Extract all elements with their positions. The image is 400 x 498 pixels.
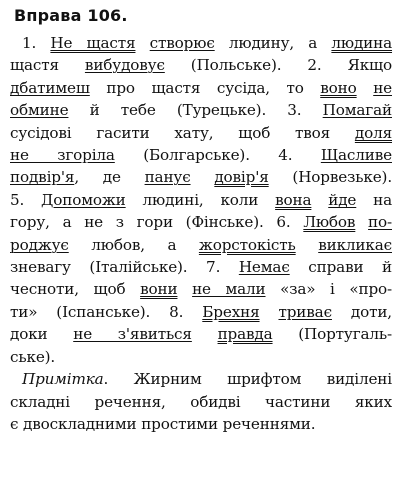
- text-segment: [192, 325, 218, 343]
- predicate-word: по-: [368, 213, 392, 232]
- text-segment: доки: [10, 325, 74, 344]
- exercise-heading: Вправа 106.: [14, 6, 128, 25]
- text-line: [10, 166, 392, 188]
- text-line: [10, 122, 392, 144]
- predicate-word: створює: [149, 34, 215, 52]
- text-segment: (Польське). 2. Якщо: [164, 56, 393, 75]
- text-line: [10, 54, 392, 76]
- text-segment: [357, 79, 374, 97]
- subject-word: Не щастя: [50, 34, 136, 52]
- predicate-word: не згоріла: [10, 146, 115, 165]
- text-segment: любов, а: [68, 235, 199, 254]
- text-line: [10, 189, 392, 211]
- text-line: [10, 278, 392, 300]
- text-segment: «за» і «про-: [265, 280, 392, 299]
- text-segment: справи й: [289, 258, 392, 277]
- text-line: [10, 32, 392, 54]
- text-segment: [311, 191, 328, 209]
- text-segment: доти,: [331, 302, 392, 321]
- note-line: є двоскладними простими реченнями.: [10, 414, 316, 433]
- text-segment: (Норвезьке).: [268, 168, 392, 187]
- text-segment: [135, 34, 149, 52]
- text-segment: зневагу (Італійське). 7.: [10, 258, 239, 277]
- predicate-word: йде: [328, 190, 357, 209]
- subject-word: людина: [331, 34, 393, 52]
- subject-word: правда: [217, 325, 273, 344]
- predicate-word: триває: [278, 302, 332, 321]
- text-segment: (Португаль-: [272, 325, 393, 344]
- text-line: [10, 99, 392, 121]
- text-line: [10, 144, 392, 166]
- text-segment: 5.: [10, 190, 42, 209]
- text-segment: чесноти, щоб: [10, 280, 141, 299]
- text-segment: й тебе (Турецьке). 3.: [68, 101, 323, 120]
- text-segment: 1.: [22, 34, 51, 52]
- text-segment: ське).: [10, 347, 56, 366]
- text-segment: ти» (Іспанське). 8.: [10, 302, 203, 321]
- subject-word: жорстокість: [198, 235, 296, 254]
- subject-word: вони: [140, 280, 178, 299]
- predicate-word: Помагай: [322, 101, 392, 120]
- text-line: [10, 234, 392, 256]
- text-line: [10, 323, 392, 345]
- subject-word: вона: [275, 190, 312, 209]
- text-line: [10, 256, 392, 278]
- text-segment: на: [356, 190, 392, 209]
- text-segment: людину, а: [214, 34, 332, 52]
- note-line: [10, 368, 392, 390]
- subject-word: Любов: [303, 213, 356, 232]
- text-segment: [191, 168, 215, 186]
- text-segment: [260, 303, 279, 321]
- subject-word: Брехня: [202, 302, 260, 321]
- predicate-word: не з'явиться: [73, 325, 192, 344]
- subject-word: довір'я: [214, 168, 269, 187]
- predicate-word: вибудовує: [84, 56, 165, 75]
- text-segment: щастя: [10, 56, 85, 75]
- text-line: [10, 301, 392, 323]
- predicate-word: дбатимеш: [10, 78, 90, 97]
- predicate-word: Немає: [238, 258, 290, 277]
- text-segment: людині, коли: [125, 190, 276, 209]
- text-line: [10, 211, 392, 233]
- predicate-word: не: [373, 78, 392, 97]
- text-segment: (Болгарське). 4.: [114, 146, 321, 165]
- note-block: [10, 368, 392, 435]
- exercise-text: [10, 32, 392, 368]
- text-segment: , де: [74, 168, 145, 187]
- predicate-word: обмине: [10, 101, 69, 120]
- note-text: . Жирним шрифтом виділені: [103, 370, 392, 389]
- text-segment: про щастя сусіда, то: [89, 78, 321, 97]
- text-segment: [177, 280, 192, 298]
- predicate-word: панує: [144, 168, 191, 187]
- subject-word: доля: [354, 123, 392, 142]
- predicate-word: Допоможи: [41, 190, 126, 209]
- predicate-word: Щасливе: [320, 146, 392, 165]
- text-line: [10, 346, 392, 368]
- text-segment: сусідові гасити хату, щоб твоя: [10, 123, 355, 142]
- predicate-word: викликає: [318, 235, 392, 254]
- note-line: складні речення, обидві частини яких: [10, 392, 392, 411]
- text-segment: [296, 236, 319, 254]
- predicate-word: не мали: [192, 280, 266, 299]
- predicate-word: подвір'я: [10, 168, 75, 187]
- subject-word: воно: [320, 78, 357, 97]
- text-segment: гору, а не з гори (Фінське). 6.: [10, 213, 304, 232]
- text-line: [10, 77, 392, 99]
- predicate-word: роджує: [10, 235, 69, 254]
- note-label: Примітка: [22, 370, 104, 389]
- text-segment: [355, 213, 368, 231]
